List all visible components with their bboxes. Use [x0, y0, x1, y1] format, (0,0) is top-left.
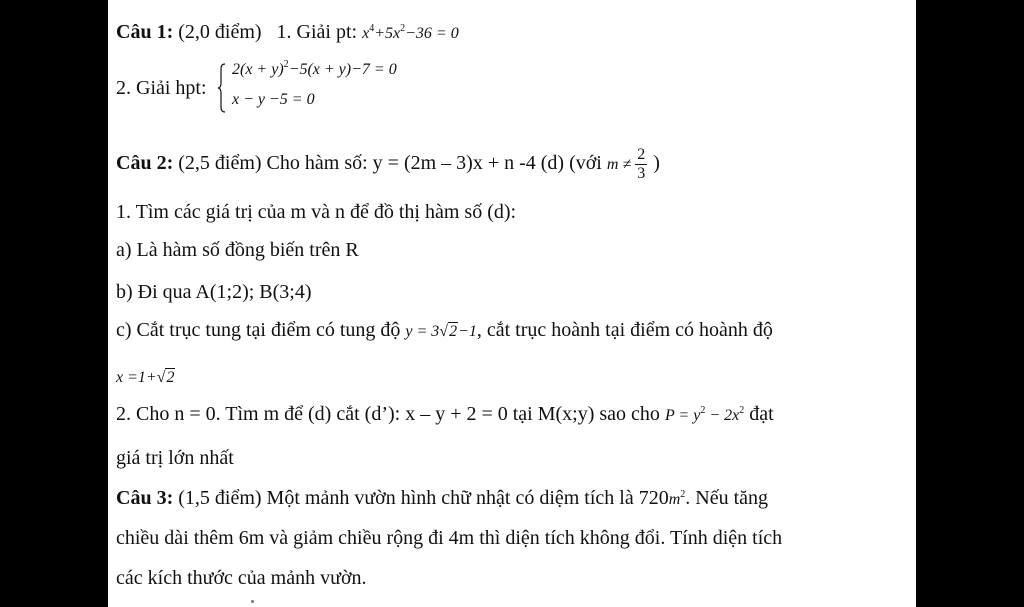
- q1-part1: 1. Giải pt:: [276, 21, 358, 43]
- q2-lc-text: c) Cắt trục tung tại điểm có tung độ: [116, 319, 401, 341]
- q1-equation: $x^4+5x^2-36 = 0$: [362, 23, 459, 42]
- q3-text: (1,5 điểm) Một mảnh vườn hình chữ nhật có diệm tích là 720: [178, 487, 669, 509]
- q2-l2c: giá trị lớn nhất: [116, 447, 234, 469]
- q2-lb: b) Đi qua A(1;2); B(3;4): [116, 281, 312, 303]
- q1-points: (2,0 điểm): [178, 21, 262, 43]
- q2-l2-text: 2. Cho n = 0. Tìm m để (d) cắt (d’): x – y + 2 = 0 tại M(x;y) sao cho: [116, 403, 660, 425]
- q2-lx: [116, 364, 175, 390]
- q2-lc-eq: y = 3√2−1: [405, 323, 477, 340]
- document-page: [108, 0, 916, 607]
- fraction: $\frac{2}{3}$: [637, 146, 646, 182]
- system-eq1: $2(x + y)^2-5(x + y)-7 = 0$: [232, 59, 397, 78]
- q2-lc-text2: , cắt trục hoành tại điểm có hoành độ: [476, 319, 773, 341]
- q2-close: ): [653, 152, 660, 175]
- q1-label: Câu 1:: [116, 21, 174, 43]
- system-eq2: x − y −5 = 0: [232, 91, 315, 108]
- q2-la: a) Là hàm số đồng biến trên R: [116, 239, 359, 261]
- q1-part2-label: 2. Giải hpt:: [116, 77, 207, 99]
- q3-unit: $m^2$: [668, 489, 686, 508]
- q3-label: Câu 3:: [116, 487, 174, 509]
- q2-lx-eq: x =1+√2: [116, 369, 175, 386]
- brace-icon: [218, 63, 226, 113]
- q2-label: Câu 2:: [116, 152, 174, 175]
- q2-l2-end: đạt: [744, 403, 774, 425]
- q2-l2-eq: $P = y^2 - 2x^2$: [664, 405, 745, 424]
- q2-text: (2,5 điểm) Cho hàm số: y = (2m – 3)x + n -4 (d) (với: [178, 152, 602, 175]
- q3-l3: các kích thước của mảnh vườn.: [116, 567, 367, 589]
- q1-line: [116, 20, 459, 46]
- q2-condition: m ≠: [606, 156, 632, 174]
- q3-l2: chiều dài thêm 6m và giảm chiều rộng đi 4m thì diện tích không đổi. Tính diện tích: [116, 527, 783, 549]
- q2-l2: [116, 402, 774, 428]
- q2-l1: 1. Tìm các giá trị của m và n để đồ thị hàm số (d):: [116, 201, 517, 223]
- q3-line: [116, 486, 768, 512]
- scan-dot: [251, 600, 254, 603]
- q3-text2: . Nếu tăng: [685, 487, 769, 509]
- q2-lc: [116, 318, 773, 344]
- equation-system: [218, 59, 458, 117]
- q2-line: [116, 146, 660, 183]
